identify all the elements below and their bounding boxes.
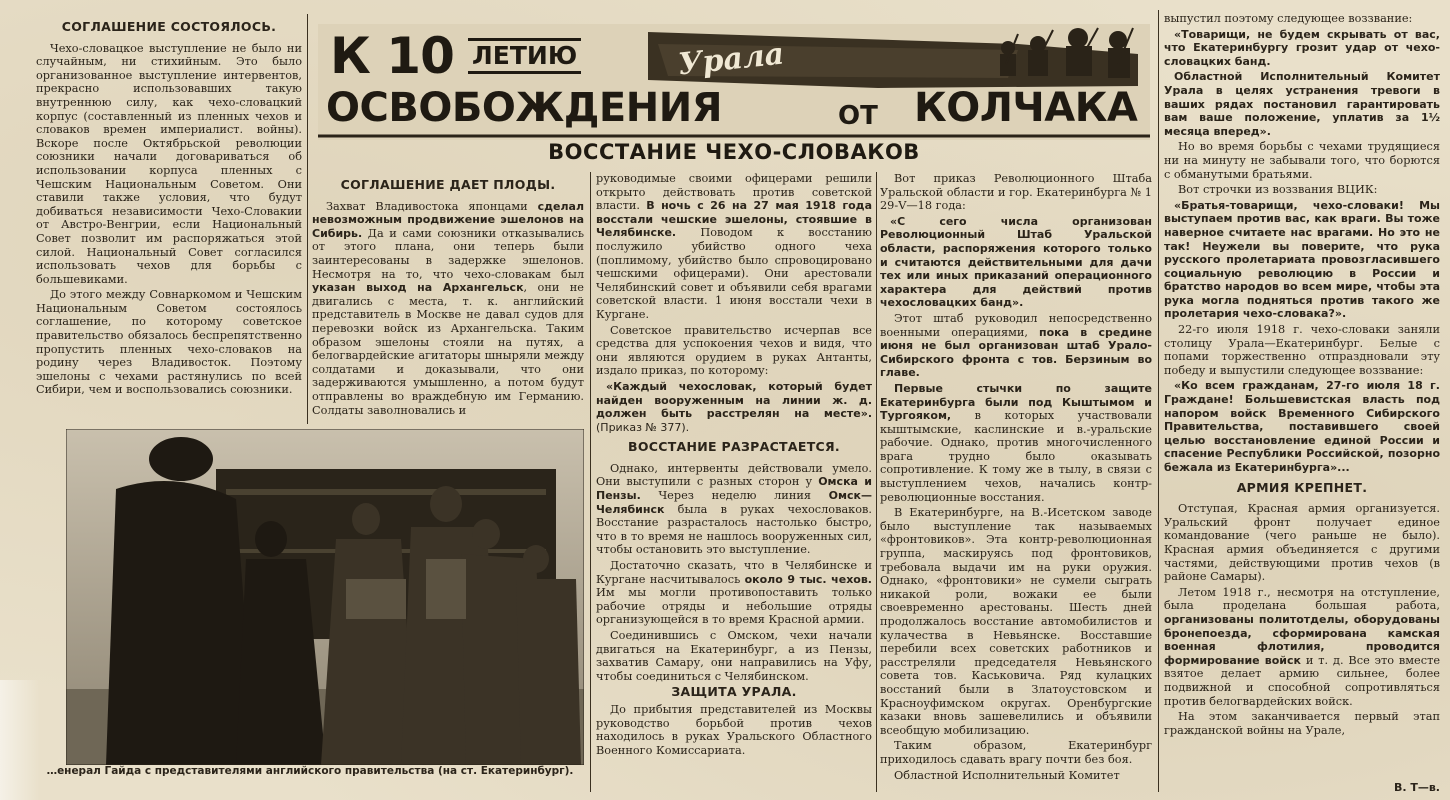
col4-paragraph-2: [880, 312, 1152, 380]
heading-army-strengthens: АРМИЯ КРЕПНЕТ.: [1236, 479, 1368, 495]
col3-bold-b: Омска и Пензы.: [596, 475, 873, 503]
col5-text-b: и т. д. Все это вместе взятое делает армию сильнее, более подвижной и способной сопротивляться против белогвардейских войск.: [1164, 653, 1440, 708]
col3-text-g: Им мы могли противопоставить только рабочие отряды и небольшие отряды организующейся в то время Красной армии.: [596, 586, 872, 627]
column-rule-3: [876, 172, 877, 792]
col4-text-b: в которых участвовали кыштымские, каслинские и в.-уральские рабочие. Однако, против многочисленного врага трудно было оказывать сопротивление. К тому же в тылу, в связи с выступлением чехов, начались контр-революционные восстания.: [880, 409, 1152, 504]
col4-paragraph-3: [880, 382, 1152, 504]
banner-osvobozhdeniya: ОСВОБОЖДЕНИЯ: [326, 85, 723, 131]
col4-text-a: Этот штаб руководил непосредственно военными операциями,: [880, 311, 1152, 339]
banner-letiyu: ЛЕТИЮ: [468, 38, 581, 74]
col3-text-c: Однако, интервенты действовали умело. Они выступили с разных сторон у: [596, 461, 872, 489]
col5-quote-1: «Товарищи, не будем скрывать от вас, что Екатеринбургу грозит удар от чехо-словацких банд.: [1164, 27, 1440, 68]
heading-uprising-grows: ВОССТАНИЕ РАЗРАСТАЕТСЯ.: [628, 439, 840, 455]
col3-paragraph-5: Соединившись с Омском, чехи начали двигаться на Екатеринбург, а из Пензы, захватив Самару, они направились на Уфу, чтобы соединиться с Челябинском.: [596, 629, 872, 683]
column-3: [596, 172, 872, 759]
col5-quote-2: Областной Исполнительный Комитет Урала в целях устранения тревоги в ваших рядах постановил гарантировать вам ваше положение, уплатив за 1½ месяца вперед».: [1164, 70, 1440, 138]
col3-bold-a: В ночь с 26 на 27 мая 1918 года восстали чешские эшелоны, стоявшие в Челябинске.: [596, 199, 872, 240]
column-5: [1164, 12, 1440, 739]
col1-paragraph-2: До этого между Совнаркомом и Чешским Национальным Советом состоялось соглашение, по которому советское правительство обязалось беспрепятственно пропустить пленных чехо-словаков на родину через Владивосток. Поэтому эшелоны с чехами растянулись по всей Сибири, чем и воспользовались союзники.: [36, 288, 302, 397]
column-rule-2: [590, 172, 591, 792]
signature: В. Т—в.: [1393, 781, 1440, 794]
photo-caption: …енерал Гайда с представителями английского правительства (на ст. Екатеринбург).: [46, 765, 574, 777]
col3-quote-ref: (Приказ № 377).: [596, 420, 690, 434]
column-rule-1: [307, 14, 308, 424]
col3-text-a: руководимые своими офицерами решили открыто действовать против советской власти.: [596, 172, 872, 213]
col3-text-b: Поводом к восстанию послужило убийство одного чеха (поплимому, убийство было спровоцировано чешскими офицерами). Они арестовали Челябинский совет и объявили себя врагами советской власти. 1 июня восстали чехи в Кургане.: [596, 226, 872, 321]
col4-paragraph-6: Областной Исполнительный Комитет: [894, 768, 1120, 782]
col3-bold-d: около 9 тыс. чехов.: [744, 572, 872, 586]
col5-paragraph-3: Вот строчки из воззвания ВЦИК:: [1178, 183, 1378, 197]
banner-urala: Урала: [676, 36, 786, 83]
col4-paragraph-4: В Екатеринбурге, на В.-Исетском заводе было выступление так называемых «фронтовиков». Эта контр-революционная группа, маскируясь под фронтовиков, требовала выдачи им на руки оружия. Однако, «фронтовики» не сумели сыграть никакой роли, вожаки ее были своевременно арестованы. Шесть дней продолжалось восстание автомобилистов и кулачества в Невьянске. Восставшие перебили всех советских работников и расстреляли председателя Невьянского совета тов. Каськовича. Ряд кулацких восстаний были в Златоустовском и Красноуфимском округах. Оренбургские казаки вновь зашевелились и объявили всеобщую мобилизацию.: [880, 506, 1152, 737]
historical-photo: [66, 429, 584, 765]
col2-paragraph-1: [312, 200, 584, 418]
col3-paragraph-3: [596, 462, 872, 557]
col2-text-b: Да и сами союзники отказывались от этого плана, они теперь были заинтересованы в задержке эшелонов. Несмотря на то, что чехо-словакам был: [312, 226, 584, 281]
col2-text-c: , они не двигались с места, т. к. английский представитель в Москве не давал судов для перевозки войск из Архангельска. Таким образом эшелоны стояли на путях, а белогвардейские агитаторы шныряли между солдатами и доказывали, что они задерживаются умышленно, а потом будут отправлены во враждебную им Германию. Солдаты заволновались и: [312, 281, 584, 417]
col5-paragraph-2: Но во время борьбы с чехами трудящиеся ни на минуту не забывали того, что борются с обманутыми братьями.: [1164, 140, 1440, 181]
col2-bold-b: указан выход на Архангельск: [312, 281, 524, 295]
column-2: [312, 172, 584, 419]
col4-paragraph-1: Вот приказ Революционного Штаба Уральской области и гор. Екатеринбурга № 1 29-V—18 года:: [880, 172, 1152, 213]
paper-fold: [0, 680, 40, 800]
heading-agreement-fruits: СОГЛАШЕНИЕ ДАЕТ ПЛОДЫ.: [340, 177, 556, 192]
col3-bold-c: Омск—Челябинск: [596, 489, 872, 516]
column-4: [880, 172, 1152, 784]
col3-paragraph-4: [596, 559, 872, 627]
banner-k10: К 10: [330, 27, 454, 85]
col5-paragraph-6: [1164, 586, 1440, 708]
col3-paragraph-2: Советское правительство исчерпав все средства для успокоения чехов и видя, что они являются орудием в руках Антанты, издало приказ, по которому:: [596, 323, 872, 378]
col2-bold-a: сделал невозможным продвижение эшелонов на Сибирь.: [312, 199, 584, 240]
col3-text-d: Через неделю линия: [640, 489, 829, 503]
col5-paragraph-5: Отступая, Красная армия организуется. Уральский фронт получает единое командование (чего раньше не было). Красная армия объединяется с другими частями, действующими против чехов (в районе Самары).: [1164, 502, 1440, 584]
col5-paragraph-7: На этом заканчивается первый этап гражданской войны на Урале,: [1164, 710, 1440, 737]
col5-text-a: Летом 1918 г., несмотря на отступление, была проделана большая работа,: [1164, 585, 1440, 613]
column-1: [36, 14, 302, 399]
col1-paragraph-1: Чехо-словацкое выступление не было ни случайным, ни стихийным. Это было организованное выступление интервентов, прекрасно использовавших такую внутреннюю силу, как чехо-словацкий корпус (составленный из пленных чехов и словаков времен империалист. войны). Вскоре после Октябрьской революции союзники начали договариваться об использовании корпуса пленных с Чешским Национальным Советом. Они ставили также условия, что будут добиваться независимости Чехо-Словакии от Австро-Венгрии, если Национальный Совет позволит им распоряжаться этой силой. Национальный Совет согласился использовать чехов для борьбы с большевиками.: [36, 41, 302, 286]
col3-order-quote: [596, 380, 872, 434]
banner-kolchaka: КОЛЧАКА: [914, 85, 1138, 131]
heading-defense-urals: ЗАЩИТА УРАЛА.: [671, 684, 797, 700]
banner: [318, 24, 1150, 140]
col4-bold-b: Первые стычки по защите Екатеринбурга были под Кыштымом и Тургояком,: [880, 381, 1152, 423]
main-headline: ВОССТАНИЕ ЧЕХО-СЛОВАКОВ: [548, 140, 920, 164]
col3-paragraph-1: [596, 172, 872, 322]
col3-paragraph-6: До прибытия представителей из Москвы руководство борьбой против чехов находилось в руках Уральского Областного Военного Комиссариата.: [596, 702, 872, 757]
column-rule-4: [1158, 10, 1159, 792]
col3-text-e: была в руках чехословаков. Восстание разрасталось настолько быстро, что в то время не нашлось вооруженных сил, чтобы остановить это выступление.: [596, 502, 872, 557]
col4-paragraph-5: Таким образом, Екатеринбург приходилось сдавать врагу почти без боя.: [880, 739, 1152, 766]
col3-text-f: Достаточно сказать, что в Челябинске и Кургане насчитывалось: [596, 559, 872, 586]
banner-ot: ОТ: [838, 101, 878, 131]
col5-quote-3: «Братья-товарищи, чехо-словаки! Мы выступаем против вас, как враги. Вы тоже наверное считаете нас врагами. Но это не так! Неужели вы поверите, что рука русского пролетариата провозгласившего социальную революцию в России и братство народов во всем мире, чтобы эта рука могла подняться против такого же пролетария чехо-словака?».: [1164, 198, 1440, 321]
col5-paragraph-1: выпустил поэтому следующее воззвание:: [1164, 12, 1413, 25]
col3-quote: «Каждый чехословак, который будет найден вооруженным на линии ж. д. должен быть расстрелян на месте».: [596, 379, 872, 421]
col5-paragraph-4: 22-го июля 1918 г. чехо-словаки заняли столицу Урала—Екатеринбург. Белые с попами торжественно отпраздновали эту победу и выпустили следующее воззвание:: [1164, 323, 1440, 377]
col5-bold-a: организованы политотделы, оборудованы бронепоезда, сформирована камская военная флотилия, проводится формирование войск: [1164, 612, 1440, 667]
heading-agreement: СОГЛАШЕНИЕ СОСТОЯЛОСЬ.: [61, 19, 277, 34]
col4-bold-a: пока в средине июня не был организован штаб Урало-Сибирского фронта с тов. Берзиным во главе.: [880, 325, 1152, 380]
col4-quote: «С сего числа организован Революционный Штаб Уральской области, распоряжения которого только и считаются действительными для дачи тех или иных приказаний операционного характера для действий против чехословацких банд».: [880, 214, 1152, 310]
col5-quote-4: «Ко всем гражданам, 27-го июля 18 г. Граждане! Большевистская власть под напором войск Временного Сибирского Правительства, поставившего своей целью восстановление единой России и спасение Республики Российской, позорно бежала из Екатеринбурга»...: [1164, 379, 1440, 474]
col2-text-a: Захват Владивостока японцами: [326, 199, 538, 213]
